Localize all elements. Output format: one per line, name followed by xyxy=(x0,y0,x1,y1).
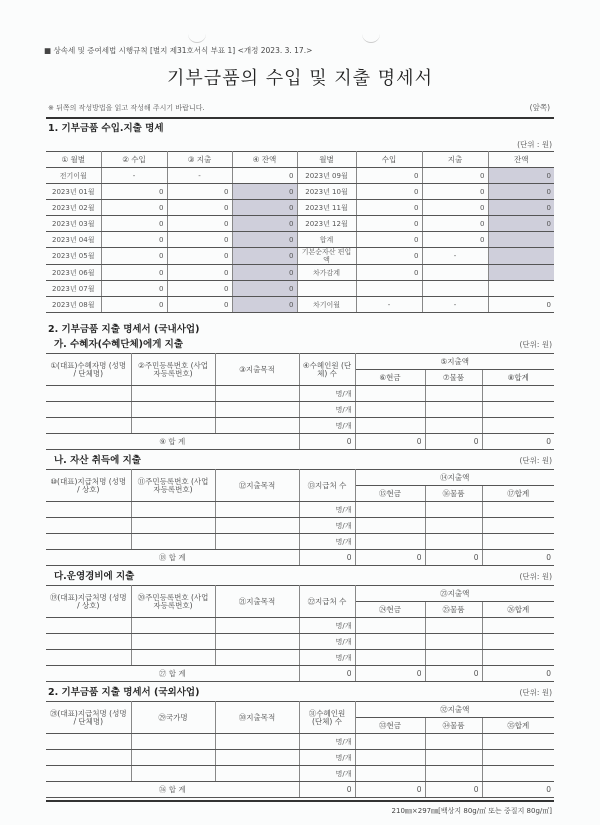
entry-cell[interactable] xyxy=(425,386,482,402)
total-goods: 0 xyxy=(425,550,482,566)
total-row xyxy=(46,434,554,450)
month-cell: 2023년 01월 xyxy=(46,184,101,200)
income-cell: 0 xyxy=(101,281,167,297)
total-row xyxy=(46,666,554,682)
expense-cell-right: 0 xyxy=(422,232,488,248)
entry-cell[interactable] xyxy=(355,402,425,418)
balance-cell: 0 xyxy=(232,184,297,200)
income-cell: 0 xyxy=(101,297,167,313)
table-row xyxy=(46,734,554,750)
header-name: ㉘(대표)지급처명 (성명 / 단체명) xyxy=(46,702,131,734)
income-cell-right: 0 xyxy=(356,184,422,200)
income-cell-right: 0 xyxy=(356,168,422,184)
header-goods: ⑯물품 xyxy=(425,486,482,502)
month-cell-right: 2023년 10월 xyxy=(297,184,356,200)
entry-cell[interactable] xyxy=(131,402,215,418)
table-row xyxy=(46,634,554,650)
header-amount: ㉓지출액 xyxy=(355,586,554,602)
total-sum: 0 xyxy=(482,666,554,682)
entry-cell[interactable] xyxy=(131,650,215,666)
income-cell-right: 0 xyxy=(356,248,422,265)
header-income: ② 수입 xyxy=(101,152,167,168)
entry-cell[interactable] xyxy=(46,418,131,434)
total-label: ㊱ 합 계 xyxy=(46,782,299,798)
recipient-expense-unit: (단위: 원) xyxy=(519,340,552,349)
entry-cell[interactable] xyxy=(482,750,554,766)
entry-cell[interactable] xyxy=(215,650,299,666)
income-expense-table xyxy=(46,151,554,313)
month-cell: 2023년 07월 xyxy=(46,281,101,297)
table-row xyxy=(46,534,554,550)
entry-cell[interactable] xyxy=(482,402,554,418)
header-name: ⑲(대표)지급처명 (성명 / 상호) xyxy=(46,586,131,618)
balance-cell-right: 0 xyxy=(488,168,554,184)
entry-cell[interactable] xyxy=(355,650,425,666)
entry-cell[interactable] xyxy=(131,502,215,518)
table-header-row xyxy=(46,152,554,168)
balance-cell: 0 xyxy=(232,216,297,232)
entry-cell[interactable] xyxy=(46,518,131,534)
paper-spec: 210㎜×297㎜[백상지 80g/㎡ 또는 중질지 80g/㎡] xyxy=(391,807,552,815)
income-cell-right: - xyxy=(356,297,422,313)
table-row xyxy=(46,418,554,434)
count-unit-cell: 명/개 xyxy=(299,502,355,518)
count-unit-cell: 명/개 xyxy=(299,418,355,434)
total-cash: 0 xyxy=(355,550,425,566)
entry-cell[interactable] xyxy=(425,534,482,550)
entry-cell[interactable] xyxy=(215,766,299,782)
operating-expense-title: 다.운영경비에 지출 xyxy=(54,571,135,582)
month-cell-right: 2023년 12월 xyxy=(297,216,356,232)
entry-cell[interactable] xyxy=(215,402,299,418)
balance-cell: 0 xyxy=(232,168,297,184)
header-cash: ⑮현금 xyxy=(355,486,425,502)
entry-cell[interactable] xyxy=(425,634,482,650)
overseas-expense-table xyxy=(46,701,554,798)
entry-cell[interactable] xyxy=(482,618,554,634)
entry-cell[interactable] xyxy=(46,618,131,634)
entry-cell[interactable] xyxy=(425,750,482,766)
table-row xyxy=(46,216,554,232)
income-cell-right: 0 xyxy=(356,216,422,232)
entry-cell[interactable] xyxy=(131,518,215,534)
punch-hole-mark xyxy=(362,32,380,43)
header-amount: ⑭지출액 xyxy=(355,470,554,486)
balance-cell: 0 xyxy=(232,297,297,313)
header-id: ②주민등록번호 (사업자등록번호) xyxy=(131,354,215,386)
table-row xyxy=(46,265,554,281)
table-row xyxy=(46,502,554,518)
asset-expense-title: 나. 자산 취득에 지출 xyxy=(54,455,141,466)
overseas-expense-title: 2. 기부금품 지출 명세서 (국외사업) xyxy=(48,687,200,698)
income-cell-right xyxy=(356,281,422,297)
count-unit-cell: 명/개 xyxy=(299,766,355,782)
month-cell-right: 2023년 11월 xyxy=(297,200,356,216)
entry-cell[interactable] xyxy=(46,386,131,402)
section1-title: 1. 기부금품 수입.지출 명세 xyxy=(48,123,164,134)
expense-cell-right: 0 xyxy=(422,184,488,200)
table-row xyxy=(46,297,554,313)
balance-cell-right: 0 xyxy=(488,200,554,216)
table-row xyxy=(46,281,554,297)
table-header-row xyxy=(46,354,554,370)
recipient-expense-title: 가. 수혜자(수혜단체)에게 지출 xyxy=(54,339,184,350)
entry-cell[interactable] xyxy=(46,650,131,666)
expense-cell-right: - xyxy=(422,248,488,265)
balance-cell: 0 xyxy=(232,200,297,216)
month-cell: 2023년 03월 xyxy=(46,216,101,232)
income-cell: 0 xyxy=(101,184,167,200)
header-total: ㉖합계 xyxy=(482,602,554,618)
expense-cell-right xyxy=(422,281,488,297)
balance-cell-right xyxy=(488,248,554,265)
table-row xyxy=(46,386,554,402)
entry-cell[interactable] xyxy=(355,618,425,634)
header-purpose: ㉑지출목적 xyxy=(215,586,299,618)
entry-cell[interactable] xyxy=(131,418,215,434)
balance-cell: 0 xyxy=(232,232,297,248)
operating-expense-table xyxy=(46,585,554,682)
header-cash: ㉔현금 xyxy=(355,602,425,618)
month-cell: 2023년 06월 xyxy=(46,265,101,281)
expense-cell: 0 xyxy=(167,281,232,297)
table-row xyxy=(46,518,554,534)
total-cash: 0 xyxy=(355,782,425,798)
month-cell: 2023년 02월 xyxy=(46,200,101,216)
entry-cell[interactable] xyxy=(131,750,215,766)
table-row xyxy=(46,618,554,634)
header-total: ⑧합계 xyxy=(482,370,554,386)
table-header-row xyxy=(46,586,554,602)
header-income-right: 수입 xyxy=(356,152,422,168)
entry-cell[interactable] xyxy=(425,502,482,518)
balance-cell-right xyxy=(488,281,554,297)
month-cell-right xyxy=(297,281,356,297)
entry-cell[interactable] xyxy=(215,534,299,550)
entry-cell[interactable] xyxy=(482,502,554,518)
expense-cell: 0 xyxy=(167,216,232,232)
expense-cell-right: 0 xyxy=(422,200,488,216)
section1-unit: (단위 : 원) xyxy=(517,140,552,149)
count-unit-cell: 명/개 xyxy=(299,618,355,634)
balance-cell: 0 xyxy=(232,281,297,297)
entry-cell[interactable] xyxy=(355,750,425,766)
count-unit-cell: 명/개 xyxy=(299,634,355,650)
header-count: ㉒지급처 수 xyxy=(299,586,355,618)
total-sum: 0 xyxy=(482,434,554,450)
header-goods: ㉕물품 xyxy=(425,602,482,618)
income-cell-right: 0 xyxy=(356,200,422,216)
balance-cell-right xyxy=(488,232,554,248)
income-cell-right: 0 xyxy=(356,265,422,281)
entry-cell[interactable] xyxy=(355,502,425,518)
income-cell: 0 xyxy=(101,216,167,232)
asset-expense-unit: (단위: 원) xyxy=(519,456,552,465)
balance-cell: 0 xyxy=(232,265,297,281)
total-sum: 0 xyxy=(482,782,554,798)
expense-cell: 0 xyxy=(167,232,232,248)
entry-cell[interactable] xyxy=(46,502,131,518)
balance-cell-right: 0 xyxy=(488,297,554,313)
header-id: ⑪주민등록번호 (사업자등록번호) xyxy=(131,470,215,502)
header-month-right: 월별 xyxy=(297,152,356,168)
expense-cell-right xyxy=(422,265,488,281)
header-name: ①(대표)수혜자명 (성명 / 단체명) xyxy=(46,354,131,386)
expense-cell-right: 0 xyxy=(422,216,488,232)
total-goods: 0 xyxy=(425,434,482,450)
balance-cell: 0 xyxy=(232,248,297,265)
table-row xyxy=(46,650,554,666)
header-count: ④수혜인원 (단체) 수 xyxy=(299,354,355,386)
balance-cell-right: 0 xyxy=(488,216,554,232)
total-goods: 0 xyxy=(425,782,482,798)
table-header-row xyxy=(46,702,554,718)
entry-cell[interactable] xyxy=(482,386,554,402)
entry-cell[interactable] xyxy=(131,534,215,550)
month-cell-right: 차기이월 xyxy=(297,297,356,313)
total-label: ㉗ 합 계 xyxy=(46,666,299,682)
page-title: 기부금품의 수입 및 지출 명세서 xyxy=(167,68,433,89)
total-count: 0 xyxy=(299,550,355,566)
entry-cell[interactable] xyxy=(425,650,482,666)
header-purpose: ⑫지출목적 xyxy=(215,470,299,502)
total-count: 0 xyxy=(299,782,355,798)
month-cell: 2023년 08월 xyxy=(46,297,101,313)
header-amount: ⑤지출액 xyxy=(355,354,554,370)
entry-cell[interactable] xyxy=(46,634,131,650)
total-cash: 0 xyxy=(355,434,425,450)
entry-cell[interactable] xyxy=(355,418,425,434)
balance-cell-right: 0 xyxy=(488,184,554,200)
header-goods: ㉞물품 xyxy=(425,718,482,734)
header-count: ㉛수혜인원 (단체) 수 xyxy=(299,702,355,734)
entry-cell[interactable] xyxy=(215,502,299,518)
entry-cell[interactable] xyxy=(355,518,425,534)
page-side-label: (앞쪽) xyxy=(529,103,550,112)
entry-cell[interactable] xyxy=(425,402,482,418)
header-count: ⑬지급처 수 xyxy=(299,470,355,502)
entry-cell[interactable] xyxy=(482,634,554,650)
entry-cell[interactable] xyxy=(46,734,131,750)
entry-cell[interactable] xyxy=(355,766,425,782)
entry-cell[interactable] xyxy=(131,618,215,634)
income-cell: 0 xyxy=(101,232,167,248)
header-purpose: ㉚지출목적 xyxy=(215,702,299,734)
entry-cell[interactable] xyxy=(355,386,425,402)
entry-cell[interactable] xyxy=(355,534,425,550)
entry-cell[interactable] xyxy=(425,766,482,782)
table-row xyxy=(46,750,554,766)
header-cash: ⑥현금 xyxy=(355,370,425,386)
header-balance: ④ 잔액 xyxy=(232,152,297,168)
entry-cell[interactable] xyxy=(46,402,131,418)
month-cell-right: 기본순자산 편입액 xyxy=(297,248,356,265)
total-sum: 0 xyxy=(482,550,554,566)
month-cell: 2023년 04월 xyxy=(46,232,101,248)
top-rule xyxy=(46,117,554,119)
entry-cell[interactable] xyxy=(215,418,299,434)
entry-cell[interactable] xyxy=(482,534,554,550)
header-expense: ③ 지출 xyxy=(167,152,232,168)
overseas-expense-unit: (단위: 원) xyxy=(519,688,552,697)
header-amount: ㉜지출액 xyxy=(355,702,554,718)
entry-cell[interactable] xyxy=(131,766,215,782)
count-unit-cell: 명/개 xyxy=(299,518,355,534)
expense-cell: 0 xyxy=(167,297,232,313)
expense-cell: 0 xyxy=(167,248,232,265)
count-unit-cell: 명/개 xyxy=(299,650,355,666)
entry-cell[interactable] xyxy=(482,518,554,534)
entry-cell[interactable] xyxy=(46,750,131,766)
table-row xyxy=(46,232,554,248)
entry-cell[interactable] xyxy=(482,734,554,750)
total-goods: 0 xyxy=(425,666,482,682)
entry-cell[interactable] xyxy=(215,750,299,766)
entry-cell[interactable] xyxy=(46,766,131,782)
total-count: 0 xyxy=(299,666,355,682)
table-row xyxy=(46,184,554,200)
entry-cell[interactable] xyxy=(46,534,131,550)
table-row xyxy=(46,248,554,265)
entry-cell[interactable] xyxy=(482,418,554,434)
total-cash: 0 xyxy=(355,666,425,682)
entry-cell[interactable] xyxy=(355,634,425,650)
count-unit-cell: 명/개 xyxy=(299,402,355,418)
count-unit-cell: 명/개 xyxy=(299,734,355,750)
header-id: ⑳주민등록번호 (사업자등록번호) xyxy=(131,586,215,618)
entry-cell[interactable] xyxy=(425,734,482,750)
entry-cell[interactable] xyxy=(215,734,299,750)
expense-cell: - xyxy=(167,168,232,184)
entry-cell[interactable] xyxy=(215,634,299,650)
bottom-rule xyxy=(46,800,554,802)
header-expense-right: 지출 xyxy=(422,152,488,168)
total-row xyxy=(46,550,554,566)
table-row xyxy=(46,168,554,184)
table-row xyxy=(46,402,554,418)
total-label: ⑨ 합 계 xyxy=(46,434,299,450)
header-name: ⑩(대표)지급처명 (성명 / 상호) xyxy=(46,470,131,502)
table-row xyxy=(46,766,554,782)
income-cell: 0 xyxy=(101,200,167,216)
asset-expense-table xyxy=(46,469,554,566)
recipient-expense-table xyxy=(46,353,554,450)
entry-cell[interactable] xyxy=(482,766,554,782)
expense-cell-right: - xyxy=(422,297,488,313)
entry-cell[interactable] xyxy=(215,518,299,534)
expense-cell: 0 xyxy=(167,265,232,281)
entry-cell[interactable] xyxy=(425,418,482,434)
expense-cell-right: 0 xyxy=(422,168,488,184)
month-cell: 2023년 05월 xyxy=(46,248,101,265)
month-cell-right: 2023년 09월 xyxy=(297,168,356,184)
header-month: ① 월별 xyxy=(46,152,101,168)
balance-cell-right xyxy=(488,265,554,281)
header-balance-right: 잔액 xyxy=(488,152,554,168)
count-unit-cell: 명/개 xyxy=(299,534,355,550)
month-cell-right: 합계 xyxy=(297,232,356,248)
punch-hole-mark xyxy=(188,32,206,43)
count-unit-cell: 명/개 xyxy=(299,386,355,402)
entry-cell[interactable] xyxy=(215,618,299,634)
count-unit-cell: 명/개 xyxy=(299,750,355,766)
header-cash: ㉝현금 xyxy=(355,718,425,734)
entry-cell[interactable] xyxy=(425,618,482,634)
income-cell: 0 xyxy=(101,265,167,281)
table-row xyxy=(46,200,554,216)
expense-cell: 0 xyxy=(167,184,232,200)
income-cell-right: 0 xyxy=(356,232,422,248)
total-row xyxy=(46,782,554,798)
income-cell: - xyxy=(101,168,167,184)
header-total: ⑰합계 xyxy=(482,486,554,502)
entry-cell[interactable] xyxy=(355,734,425,750)
month-cell: 전기이월 xyxy=(46,168,101,184)
entry-cell[interactable] xyxy=(131,734,215,750)
entry-cell[interactable] xyxy=(482,650,554,666)
total-count: 0 xyxy=(299,434,355,450)
legal-reference: ■ 상속세 및 증여세법 시행규칙 [별지 제31호서식 부표 1] <개정 2023. 3. 17.> xyxy=(44,46,313,55)
entry-cell[interactable] xyxy=(131,386,215,402)
entry-cell[interactable] xyxy=(215,386,299,402)
header-id: ㉙국가명 xyxy=(131,702,215,734)
entry-cell[interactable] xyxy=(131,634,215,650)
income-cell: 0 xyxy=(101,248,167,265)
instruction-note: ※ 뒤쪽의 작성방법을 읽고 작성해 주시기 바랍니다. xyxy=(48,104,205,112)
expense-cell: 0 xyxy=(167,200,232,216)
section2-title: 2. 기부금품 지출 명세서 (국내사업) xyxy=(48,324,200,335)
header-purpose: ③지출목적 xyxy=(215,354,299,386)
operating-expense-unit: (단위: 원) xyxy=(519,572,552,581)
header-goods: ⑦물품 xyxy=(425,370,482,386)
total-label: ⑱ 합 계 xyxy=(46,550,299,566)
entry-cell[interactable] xyxy=(425,518,482,534)
header-total: ㉟합계 xyxy=(482,718,554,734)
table-header-row xyxy=(46,470,554,486)
month-cell-right: 차가감계 xyxy=(297,265,356,281)
